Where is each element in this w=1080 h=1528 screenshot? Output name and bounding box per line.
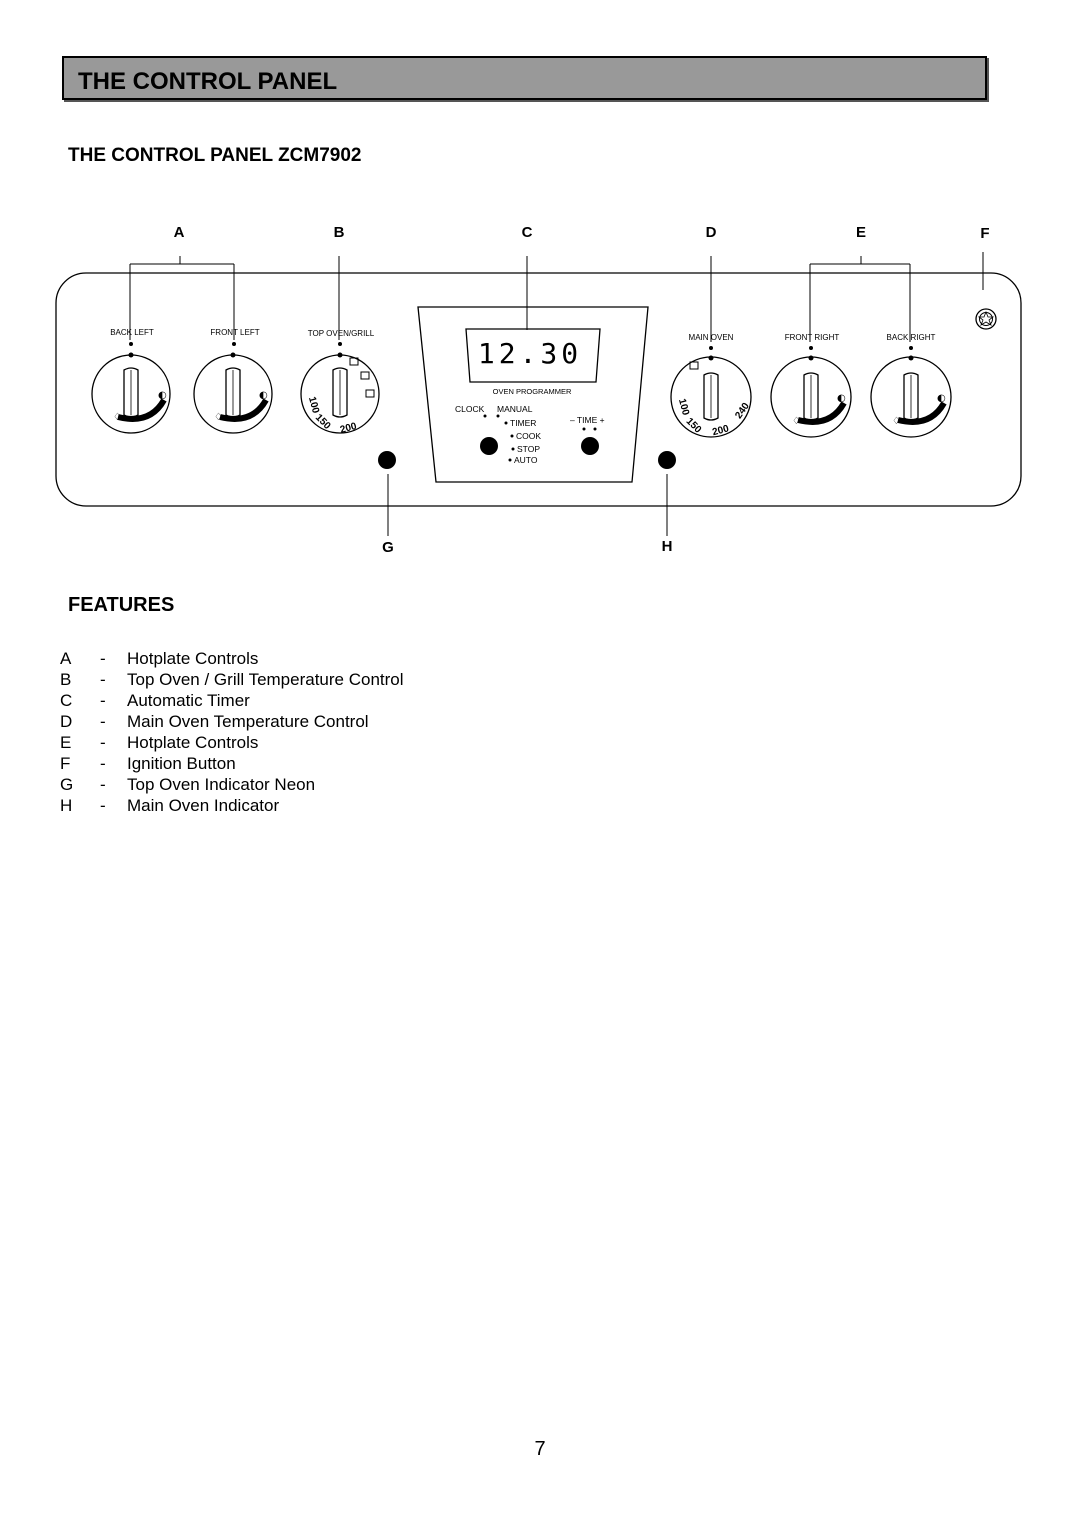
svg-text:◐: ◐	[259, 390, 268, 401]
feature-letter: A	[60, 649, 72, 668]
back-right-knob[interactable]	[871, 356, 951, 438]
callout-e: E	[855, 224, 867, 241]
feature-item	[60, 690, 404, 711]
main-oven-knob[interactable]	[671, 356, 752, 439]
feature-item	[60, 711, 404, 732]
feature-dash: -	[100, 775, 106, 794]
ignition-button[interactable]	[976, 309, 996, 329]
callout-b: B	[333, 224, 345, 241]
callout-g: G	[382, 539, 394, 556]
main-oven-scale-240: 240	[733, 400, 752, 421]
manual-label: MANUAL	[497, 404, 533, 414]
feature-item	[60, 753, 404, 774]
main-oven-indicator-neon	[658, 451, 676, 469]
page-number: 7	[534, 1438, 546, 1460]
label-front-left: FRONT LEFT	[210, 328, 260, 337]
feature-dash: -	[100, 649, 106, 668]
feature-text: Main Oven Temperature Control	[127, 712, 369, 731]
cook-label: COOK	[516, 431, 542, 441]
feature-text: Top Oven Indicator Neon	[127, 775, 316, 794]
svg-text:♢: ♢	[792, 416, 801, 427]
label-front-right: FRONT RIGHT	[784, 333, 840, 342]
svg-text:♢: ♢	[892, 416, 901, 427]
feature-text: Top Oven / Grill Temperature Control	[127, 670, 404, 689]
top-oven-grill-knob[interactable]	[301, 353, 379, 436]
front-left-knob[interactable]	[194, 353, 272, 434]
feature-letter: D	[60, 712, 73, 731]
callout-h: H	[661, 538, 673, 555]
callout-a: A	[173, 224, 185, 241]
svg-text:◐: ◐	[937, 393, 946, 404]
label-top-oven-grill: TOP OVEN/GRILL	[307, 329, 375, 338]
stop-label: STOP	[517, 444, 540, 454]
callout-d: D	[705, 224, 717, 241]
svg-text:♢: ♢	[214, 412, 223, 423]
time-label: – TIME +	[570, 415, 605, 425]
feature-item	[60, 669, 404, 690]
feature-letter: H	[60, 796, 73, 815]
features-title: FEATURES	[68, 594, 175, 616]
feature-item	[60, 774, 404, 795]
feature-text: Automatic Timer	[127, 691, 250, 710]
feature-text: Hotplate Controls	[127, 733, 259, 752]
clock-button[interactable]	[480, 437, 498, 455]
front-right-knob[interactable]	[771, 356, 851, 438]
feature-dash: -	[100, 754, 106, 773]
top-oven-indicator-neon	[378, 451, 396, 469]
features-list	[60, 648, 404, 816]
clock-label: CLOCK	[455, 404, 485, 414]
svg-text:♢: ♢	[113, 412, 122, 423]
feature-letter: B	[60, 670, 72, 689]
feature-dash: -	[100, 691, 106, 710]
label-back-right: BACK RIGHT	[886, 333, 936, 342]
feature-item	[60, 732, 404, 753]
feature-letter: E	[60, 733, 72, 752]
svg-text:◐: ◐	[158, 390, 167, 401]
programmer-display: 12.30	[477, 337, 583, 370]
svg-text:◐: ◐	[837, 393, 846, 404]
feature-letter: G	[60, 775, 74, 794]
auto-label: AUTO	[514, 455, 538, 465]
label-main-oven: MAIN OVEN	[688, 333, 734, 342]
feature-text: Ignition Button	[127, 754, 236, 773]
control-panel-diagram	[0, 0, 1080, 580]
feature-item	[60, 795, 404, 816]
feature-dash: -	[100, 733, 106, 752]
feature-item	[60, 648, 404, 669]
oven-programmer	[418, 307, 648, 482]
feature-dash: -	[100, 712, 106, 731]
top-oven-scale-200: 200	[338, 420, 358, 436]
section-title: THE CONTROL PANEL	[78, 68, 338, 95]
feature-dash: -	[100, 670, 106, 689]
feature-letter: C	[60, 691, 73, 710]
top-oven-scale-100: 100	[305, 395, 321, 415]
timer-label: TIMER	[510, 418, 537, 428]
callout-c: C	[521, 224, 533, 241]
label-back-left: BACK LEFT	[110, 328, 154, 337]
time-button[interactable]	[581, 437, 599, 455]
main-oven-scale-200: 200	[711, 423, 731, 439]
panel-subtitle: THE CONTROL PANEL ZCM7902	[68, 145, 362, 166]
back-left-knob[interactable]	[92, 353, 170, 434]
main-oven-scale-100: 100	[675, 397, 691, 417]
main-oven-scale-150: 150	[683, 415, 704, 436]
feature-text: Hotplate Controls	[127, 649, 259, 668]
callout-f: F	[980, 225, 990, 242]
top-oven-scale-150: 150	[312, 412, 333, 432]
programmer-title: OVEN PROGRAMMER	[492, 387, 572, 396]
feature-dash: -	[100, 796, 106, 815]
feature-text: Main Oven Indicator	[127, 796, 280, 815]
feature-letter: F	[60, 754, 71, 773]
